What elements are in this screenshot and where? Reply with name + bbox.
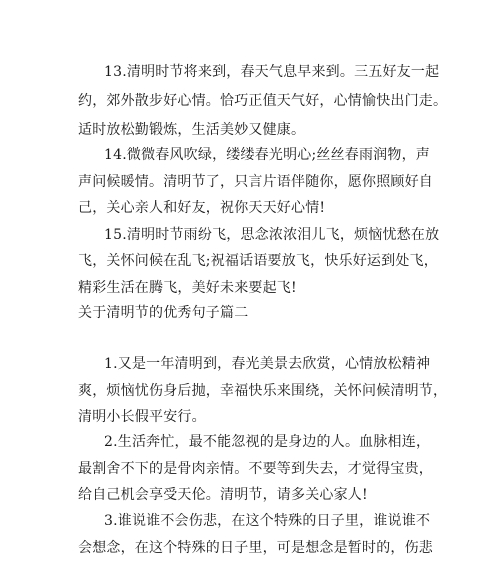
- paragraph-14-line-3: 己，关心亲人和好友，祝你天天好心情!: [78, 200, 326, 216]
- paragraph-3-line-1: 3.谁说谁不会伤悲，在这个特殊的日子里，谁说谁不: [104, 513, 431, 529]
- section-heading: 关于清明节的优秀句子篇二: [78, 305, 249, 321]
- paragraph-14-line-2: 声问候暖情。清明节了，只言片语伴随你，愿你照顾好自: [78, 174, 433, 190]
- paragraph-13-line-3: 适时放松勤锻炼，生活美妙又健康。: [78, 122, 306, 138]
- paragraph-1-line-1: 1.又是一年清明到，春光美景去欣赏，心情放松精神: [104, 356, 431, 372]
- paragraph-2-line-2: 最割舍不下的是骨肉亲情。不要等到失去，才觉得宝贵，: [78, 461, 433, 477]
- paragraph-1-line-2: 爽，烦恼忧伤身后抛，幸福快乐来围绕，关怀问候清明节，: [78, 383, 448, 399]
- paragraph-2-line-3: 给自己机会享受天伦。清明节，请多关心家人!: [78, 487, 368, 503]
- paragraph-13-line-1: 13.清明时节将来到，春天气息早来到。三五好友一起: [104, 64, 440, 80]
- paragraph-3-line-2: 会想念，在这个特殊的日子里，可是想念是暂时的，伤悲: [78, 540, 433, 556]
- paragraph-13-line-2: 约，郊外散步好心情。恰巧正值天气好，心情愉快出门走。: [78, 93, 448, 109]
- paragraph-15-line-1: 15.清明时节雨纷飞，思念浓浓泪儿飞，烦恼忧愁在放: [104, 227, 440, 243]
- paragraph-1-line-3: 清明小长假平安行。: [78, 409, 206, 425]
- paragraph-2-line-1: 2.生活奔忙，最不能忽视的是身边的人。血脉相连，: [104, 434, 431, 450]
- paragraph-14-line-1: 14.微微春风吹绿，缕缕春光明心;丝丝春雨润物，声: [104, 147, 430, 163]
- paragraph-15-line-2: 飞，关怀问候在乱飞;祝福话语要放飞，快乐好运到处飞，: [78, 253, 438, 269]
- paragraph-15-line-3: 精彩生活在腾飞，美好未来要起飞!: [78, 280, 297, 296]
